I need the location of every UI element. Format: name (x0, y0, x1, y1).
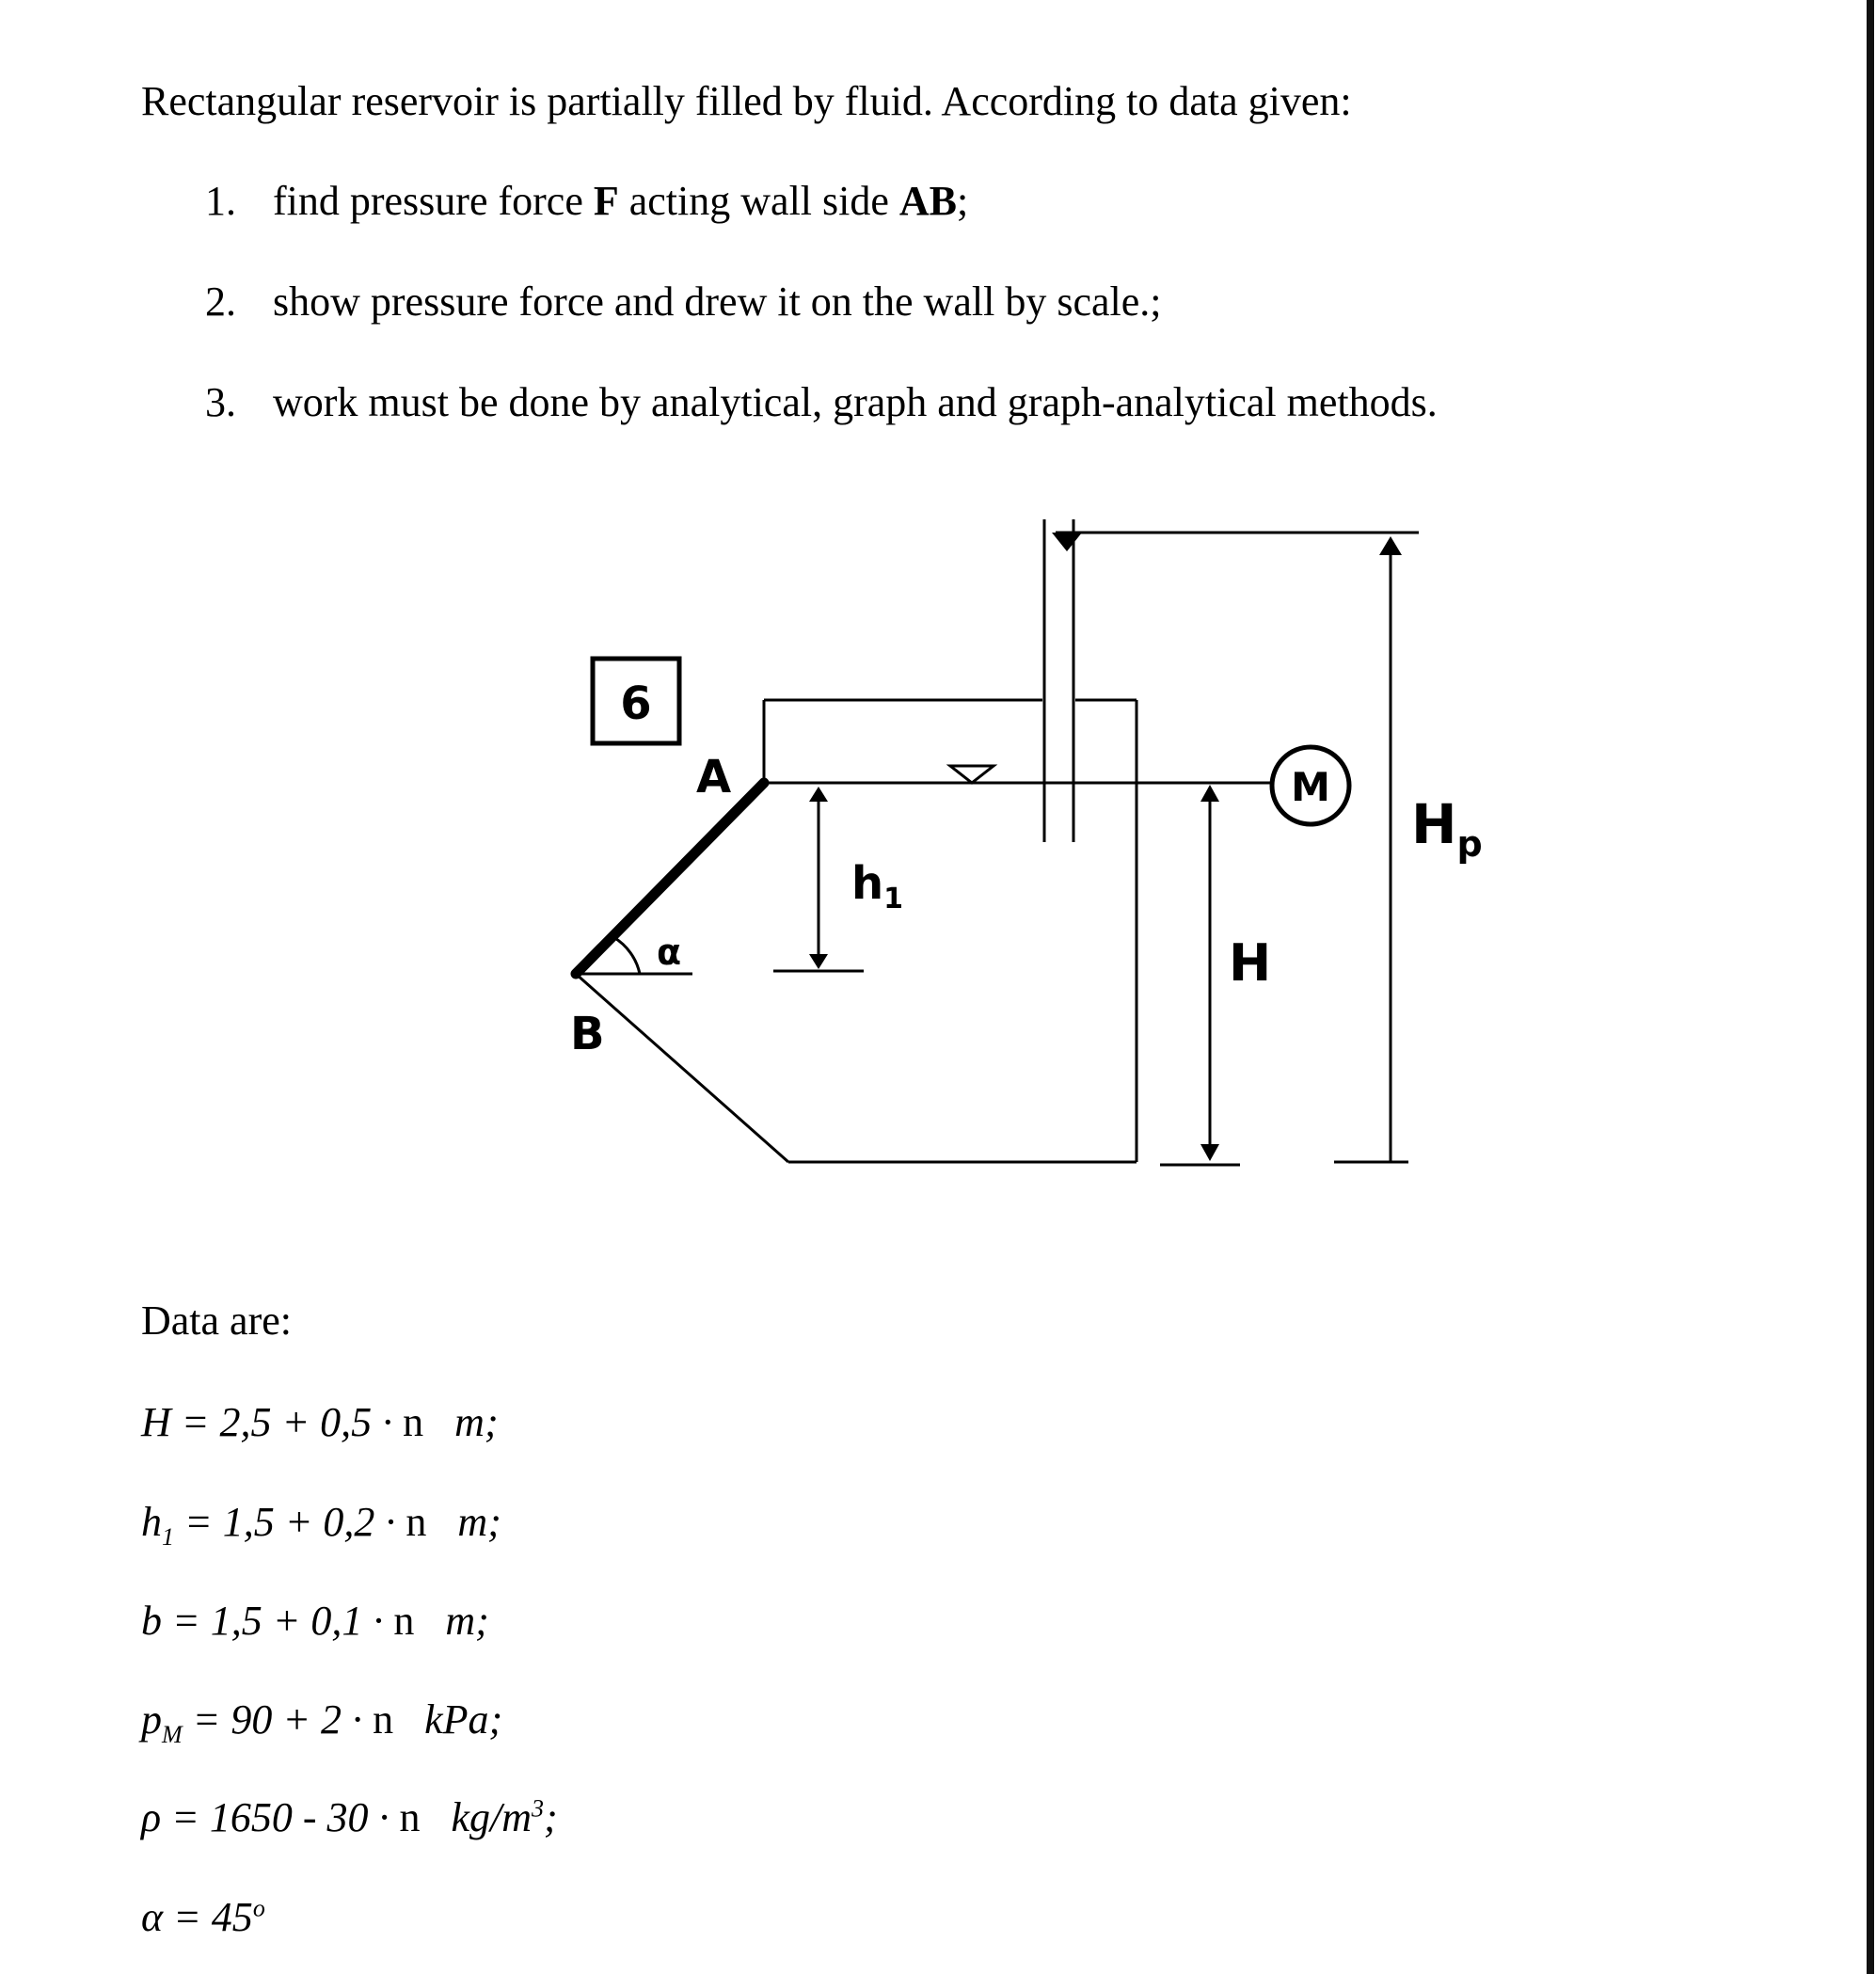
hp-arrow-up (1379, 536, 1402, 555)
task-item: 3. work must be done by analytical, graph and graph-analytical methods. (205, 379, 1438, 425)
point-b-label: B (570, 1008, 605, 1060)
formula-b: b = 1,5 + 0,1 · n m; (141, 1598, 489, 1644)
wall-symbol: AB (898, 178, 958, 224)
data-title: Data are: (141, 1297, 292, 1344)
h-arrow-up (1200, 785, 1219, 802)
manometer-label: M (1291, 764, 1330, 810)
h1-label: $h_1$ (851, 857, 904, 915)
formula-h1: $h_1 = 1,5 + 0,2 \cdot n$ m; (141, 1499, 501, 1551)
h-arrow-down (1200, 1144, 1219, 1161)
task-item: 1. find pressure force F acting wall side AB; (205, 178, 969, 224)
page-right-border (1867, 0, 1874, 1974)
intro-text: Rectangular reservoir is partially filled by fluid. According to data given: (141, 78, 1352, 124)
angle-arc (613, 937, 640, 974)
hp-label: $H_p$ (1411, 792, 1483, 865)
angle-alpha-label: α (657, 931, 682, 973)
reservoir-diagram (555, 508, 1515, 1186)
formula-h: H = 2,5 + 0,5 · n m; (141, 1399, 499, 1445)
h1-arrow-up (809, 787, 828, 802)
task-number: 1. (205, 178, 236, 224)
force-symbol: F (593, 178, 619, 224)
formula-alpha: $\alpha = 45^o$ (141, 1894, 265, 1940)
h-label: H (1229, 933, 1272, 993)
surface-level-symbol (950, 766, 994, 783)
h1-arrow-down (809, 954, 828, 969)
point-a-label: A (696, 751, 732, 804)
formula-pm: $p_M = 90 + 2 \cdot n$ kPa; (141, 1696, 503, 1748)
task-number: 2. (205, 279, 236, 325)
task-number: 3. (205, 379, 236, 425)
reservoir-lower-wall (576, 974, 788, 1162)
tube-level-mark (1052, 533, 1082, 551)
task-item: 2. show pressure force and drew it on the wall by scale.; (205, 279, 1162, 325)
formula-rho: ρ = 1650 - 30 · n $kg/m^3$; (141, 1794, 558, 1840)
task-list (205, 177, 1438, 479)
variant-number: 6 (620, 677, 652, 730)
